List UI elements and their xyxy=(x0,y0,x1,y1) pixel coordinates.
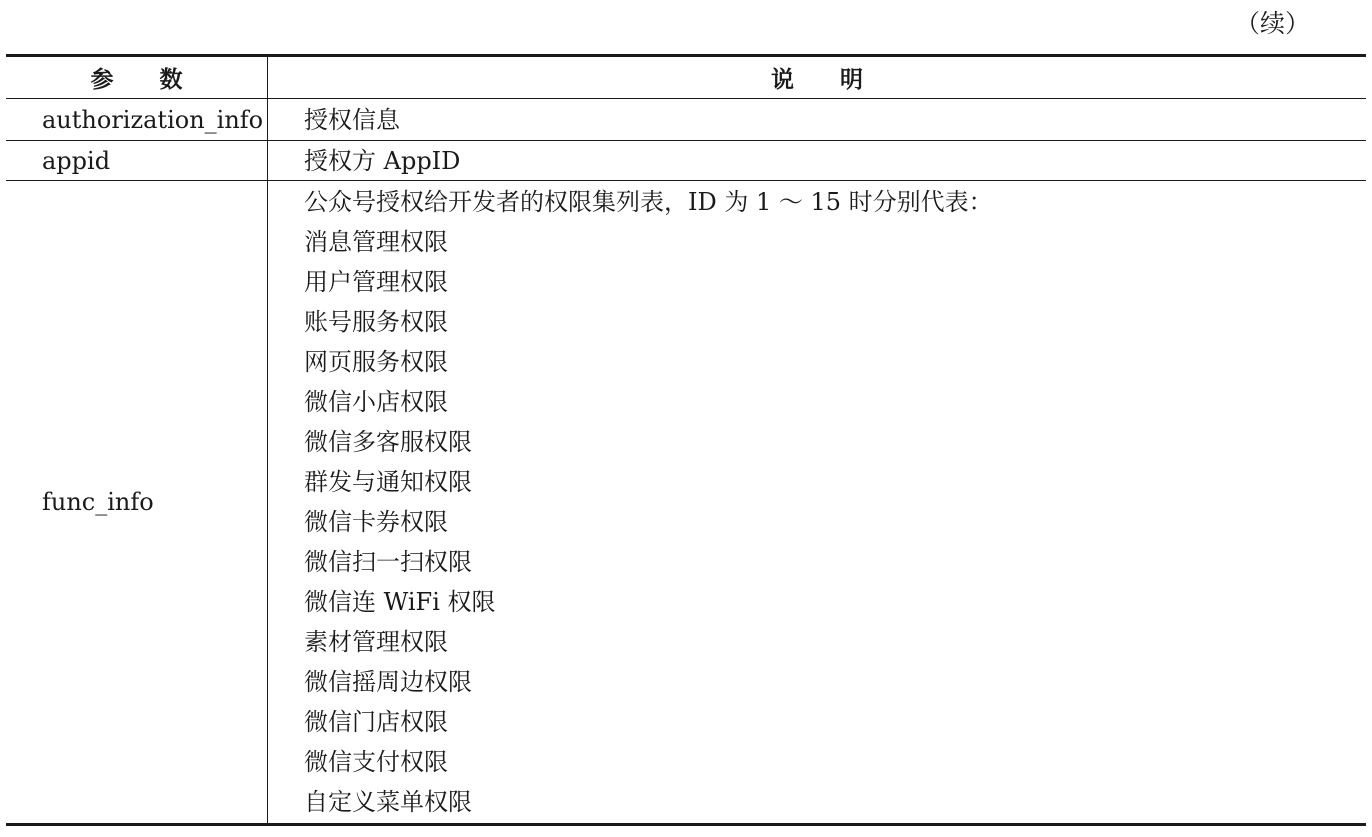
desc-line: 微信摇周边权限 xyxy=(304,668,472,696)
desc-cell xyxy=(268,99,1366,140)
table-header-row xyxy=(6,57,1366,99)
param-cell: appid xyxy=(6,141,268,180)
desc-line: 授权方 AppID xyxy=(304,146,461,175)
param-cell: authorization_info xyxy=(6,99,268,140)
desc-line: 用户管理权限 xyxy=(304,268,448,296)
desc-line: 微信门店权限 xyxy=(304,708,448,736)
desc-line: 微信多客服权限 xyxy=(304,428,472,456)
desc-line: 微信连 WiFi 权限 xyxy=(304,588,496,616)
desc-cell xyxy=(268,181,1366,823)
header-param: 参 数 xyxy=(6,57,268,98)
desc-line: 消息管理权限 xyxy=(304,228,448,256)
table-row xyxy=(6,141,1366,181)
desc-line: 群发与通知权限 xyxy=(304,468,472,496)
table-row xyxy=(6,99,1366,141)
desc-line: 网页服务权限 xyxy=(304,348,448,376)
desc-line: 账号服务权限 xyxy=(304,308,448,336)
desc-line: 微信支付权限 xyxy=(304,748,448,776)
parameter-table xyxy=(6,54,1366,826)
desc-cell xyxy=(268,141,1366,180)
header-desc: 说 明 xyxy=(771,66,863,93)
desc-line: 微信小店权限 xyxy=(304,388,448,416)
continued-label: （续） xyxy=(1234,9,1310,38)
desc-line: 自定义菜单权限 xyxy=(304,788,472,816)
desc-line: 公众号授权给开发者的权限集列表，ID 为 1 ～ 15 时分别代表： xyxy=(304,188,993,216)
param-cell: func_info xyxy=(6,181,268,823)
table-row xyxy=(6,181,1366,823)
desc-line: 素材管理权限 xyxy=(304,628,448,656)
desc-line: 微信扫一扫权限 xyxy=(304,548,472,576)
desc-line: 授权信息 xyxy=(304,105,400,134)
desc-line: 微信卡券权限 xyxy=(304,508,448,536)
